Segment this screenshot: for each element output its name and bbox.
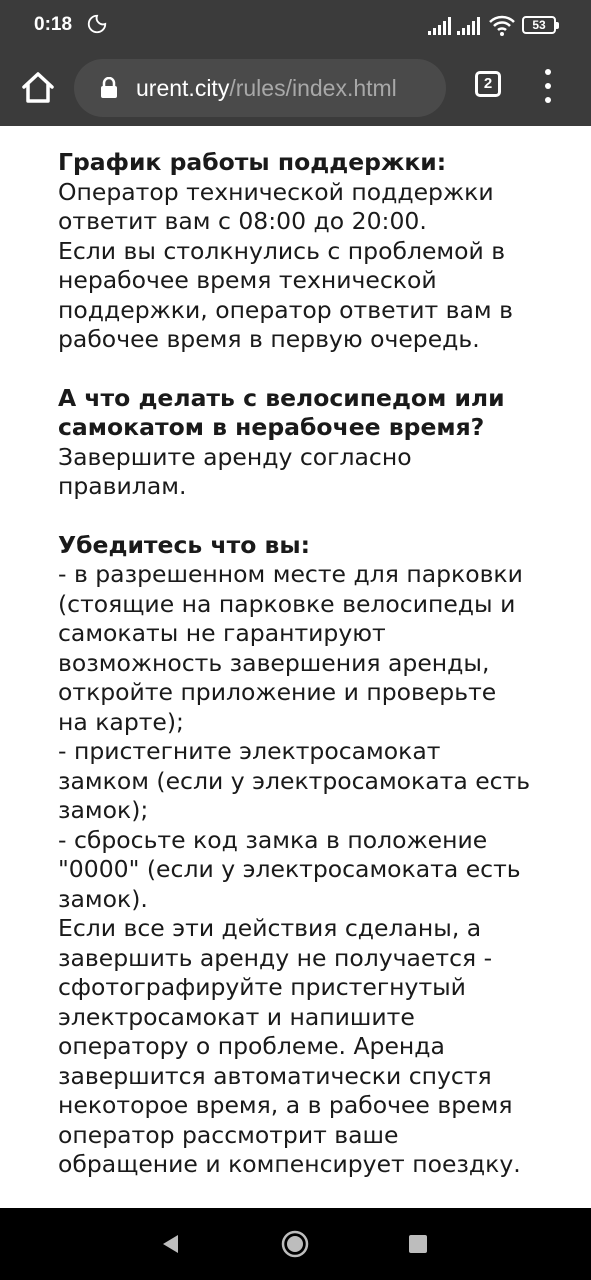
status-bar xyxy=(0,0,591,52)
back-icon[interactable] xyxy=(160,1233,180,1255)
section-heading: самокатом в нерабочее время? xyxy=(58,413,485,441)
url-bar[interactable] xyxy=(74,59,446,117)
text-line: обращение и компенсирует поездку. xyxy=(58,1150,521,1178)
text-line: замок); xyxy=(58,796,149,824)
text-line: - пристегните электросамокат xyxy=(58,737,441,765)
text-line: на карте); xyxy=(58,707,184,736)
section-checklist xyxy=(58,531,578,1180)
system-navigation-bar xyxy=(0,1208,591,1280)
text-line: (стоящие на парковке велосипеды и xyxy=(58,589,516,618)
text-line: - сбросьте код замка в положение xyxy=(58,825,488,854)
wifi-icon xyxy=(489,15,515,37)
text-line: правилам. xyxy=(58,472,187,500)
url-host: urent.city xyxy=(136,75,230,101)
text-line: Оператор технической поддержки xyxy=(58,177,494,206)
page-content xyxy=(58,148,578,1209)
text-line: самокаты не гарантируют xyxy=(58,619,386,647)
section-heading: График работы поддержки: xyxy=(58,148,447,176)
text-line: завершить аренду не получается - xyxy=(58,943,493,972)
text-line: ответит вам с 08:00 до 20:00. xyxy=(58,207,427,235)
do-not-disturb-moon-icon xyxy=(86,13,108,35)
text-line: нерабочее время технической xyxy=(58,266,437,294)
battery-indicator: 53 xyxy=(522,16,556,34)
url-path: /rules/index.html xyxy=(229,75,397,101)
home-icon[interactable] xyxy=(18,68,58,108)
text-line: рабочее время в первую очередь. xyxy=(58,325,480,353)
recent-apps-icon[interactable] xyxy=(409,1235,427,1253)
text-line: откройте приложение и проверьте xyxy=(58,678,497,706)
text-line: замком (если у электросамоката есть xyxy=(58,766,531,795)
tab-switcher-button[interactable]: 2 xyxy=(475,71,501,97)
section-heading: Убедитесь что вы: xyxy=(58,530,311,559)
section-support-hours xyxy=(58,148,578,355)
url-text[interactable] xyxy=(136,75,397,102)
text-line: Если все эти действия сделаны, а xyxy=(58,914,482,942)
section-off-hours xyxy=(58,384,578,502)
text-line: оператору о проблеме. Аренда xyxy=(58,1032,445,1060)
overflow-menu-icon[interactable] xyxy=(538,69,558,103)
section-heading: А что делать с велосипедом или xyxy=(58,383,505,412)
text-line: "0000" (если у электросамоката есть xyxy=(58,855,521,883)
status-time: 0:18 xyxy=(34,14,73,35)
text-line: электросамокат и напишите xyxy=(58,1002,415,1031)
lock-icon xyxy=(100,77,118,99)
text-line: замок). xyxy=(58,884,148,913)
text-line: Если вы столкнулись с проблемой в xyxy=(58,236,506,265)
cellular-signal-icon xyxy=(428,17,452,35)
text-line: поддержки, оператор ответит вам в xyxy=(58,295,513,324)
text-line: - в разрешенном месте для парковки xyxy=(58,560,523,588)
text-line: завершится автоматически спустя xyxy=(58,1061,492,1090)
browser-toolbar xyxy=(0,52,591,126)
text-line: Завершите аренду согласно xyxy=(58,442,412,471)
home-circle-icon[interactable] xyxy=(281,1230,309,1258)
text-line: оператор рассмотрит ваше xyxy=(58,1120,399,1149)
text-line: некоторое время, а в рабочее время xyxy=(58,1091,513,1119)
cellular-signal-2-icon xyxy=(457,17,481,35)
text-line: возможность завершения аренды, xyxy=(58,648,490,677)
text-line: сфотографируйте пристегнутый xyxy=(58,973,466,1001)
